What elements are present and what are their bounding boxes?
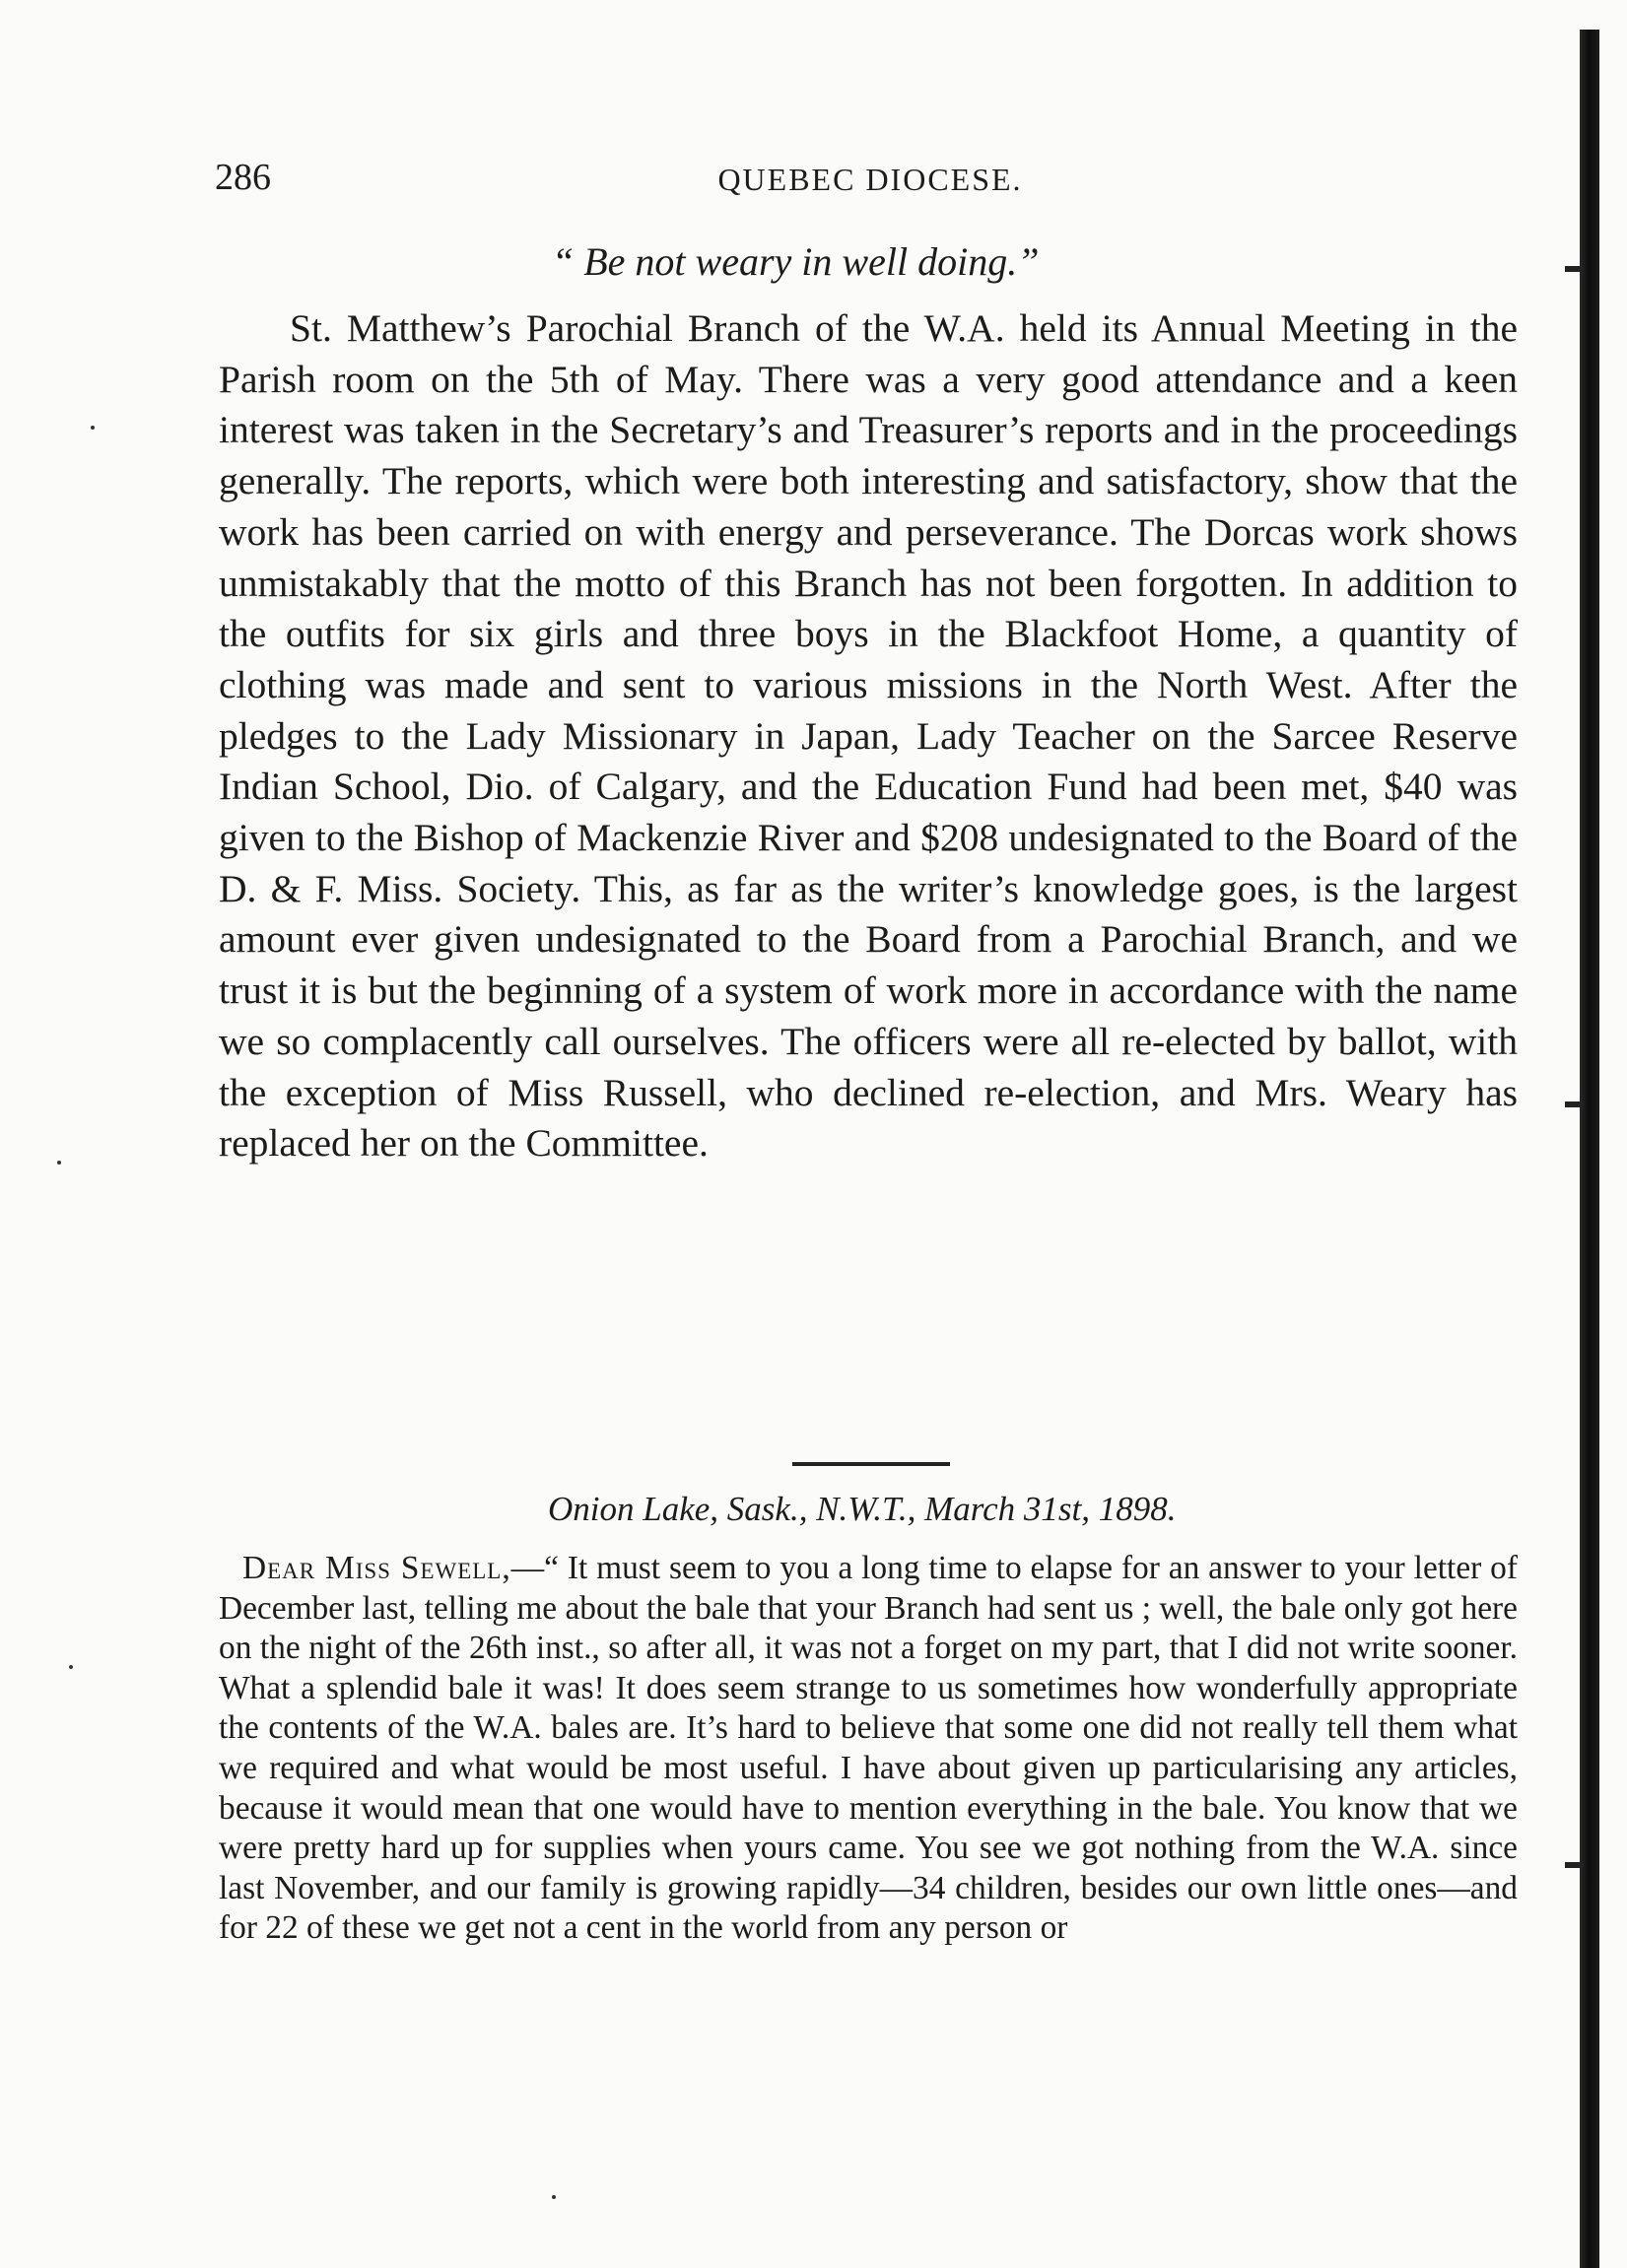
letter-dateline: Onion Lake, Sask., N.W.T., March 31st, 1898. [548, 1490, 1177, 1528]
running-head [215, 156, 1525, 205]
article-paragraph: St. Matthew’s Parochial Branch of the W.A. held its Annual Meeting in the Parish room on the 5th of May. There was a very good attendance and a keen interest was taken in the Secretary’s and Treasurer’s reports and in the proceedings generally. The reports, which were both interesting and satisfactory, show that the work has been carried on with energy and perseverance. The Dorcas work shows unmistakably that the motto of this Branch has not been forgotten. In addition to the outfits for six girls and three boys in the Blackfoot Home, a quantity of clothing was made and sent to various missions in the North West. After the pledges to the Lady Missionary in Japan, Lady Teacher on the Sarcee Reserve Indian School, Dio. of Calgary, and the Education Fund had been met, $40 was given to the Bishop of Mackenzie River and $208 undesignated to the Board of the D. & F. Miss. Society. This, as far as the writer’s knowledge goes, is the largest amount ever given undesignated to the Board from a Parochial Branch, and we trust it is but the beginning of a system of work more in accordance with the name we so complacently call ourselves. The officers were all re-elected by ballot, with the exception of Miss Russell, who declined re-election, and Mrs. Weary has replaced her on the Committee. [219, 306, 1518, 1166]
scan-speck [69, 1665, 73, 1669]
article-body [219, 303, 1518, 1169]
scan-mark [1565, 1101, 1581, 1107]
binding-edge [1580, 30, 1599, 2268]
letter-paragraph [219, 1549, 1518, 1949]
letter-text: —“ It must seem to you a long time to elapse for an answer to your letter of December last, telling me about the bale that your Branch had sent us ; well, the bale only got here on the night of the 26th inst., so after all, it was not a forget on my part, that I did not write sooner. What a splendid bale it was! It does seem strange to us sometimes how wonderfully appropriate the contents of the W.A. bales are. It’s hard to believe that some one did not really tell them what we required and what would be most useful. I have about given up particularising any articles, because it would mean that one would have to mention everything in the bale. You know that we were pretty hard up for supplies when yours came. You see we got nothing from the W.A. since last November, and our family is growing rapidly—34 children, besides our own little ones—and for 22 of these we get not a cent in the world from any person or [219, 1550, 1518, 1947]
page-number: 286 [215, 157, 271, 198]
scan-mark [1565, 1862, 1581, 1868]
letter-body [219, 1549, 1518, 1949]
scan-speck [57, 1161, 61, 1165]
scan-speck [91, 426, 95, 430]
motto: “ Be not weary in well doing.” [552, 239, 1040, 284]
running-title: QUEBEC DIOCESE. [717, 162, 1023, 197]
letter-salutation: Dear Miss Sewell, [242, 1550, 511, 1586]
scan-mark [1565, 266, 1581, 272]
scan-speck [552, 2195, 556, 2199]
section-divider [792, 1462, 950, 1466]
